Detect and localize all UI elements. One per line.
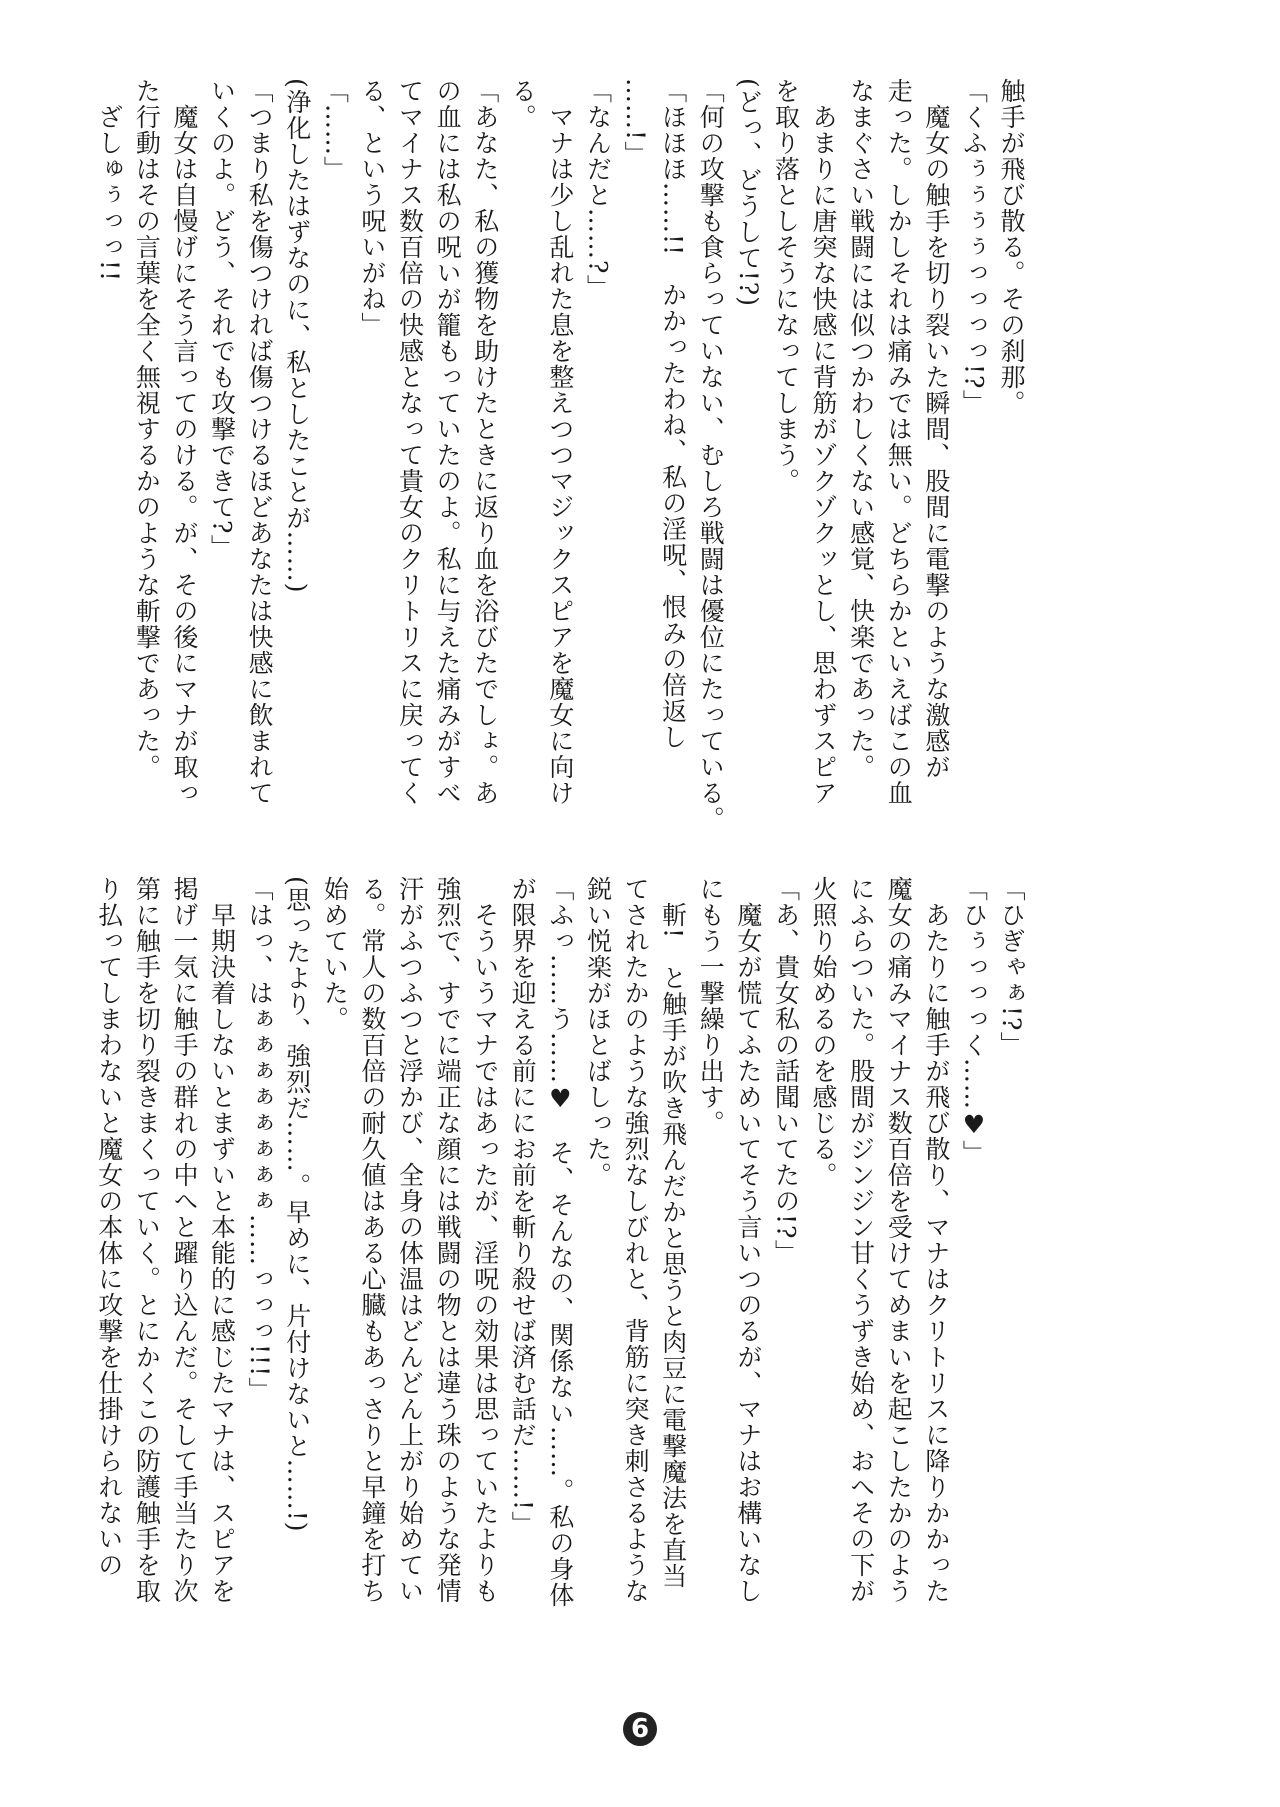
text-column: 「はっ、はぁぁぁぁぁぁぁぁ……っっっ!!!」 bbox=[245, 876, 275, 1404]
text-column: てマイナス数百倍の快感となって貴女のクリトリスに戻ってく bbox=[395, 78, 425, 806]
text-column: 「あ、貴女私の話聞いてたの!?」 bbox=[771, 876, 801, 1266]
text-column: り払ってしまわないと魔女の本体に攻撃を仕掛けられないの bbox=[94, 876, 124, 1578]
text-column: いくのよ。どう、それでも攻撃できて?」 bbox=[207, 78, 237, 561]
text-column: 「……」 bbox=[320, 78, 350, 182]
text-column: 魔女の触手を切り裂いた瞬間、股間に電撃のような激感が bbox=[921, 78, 951, 780]
text-column: にふらついた。股間がジンジン甘くうずき始め、おへその下が bbox=[846, 876, 876, 1604]
text-column: 「つまり私を傷つければ傷つけるほどあなたは快感に飲まれて bbox=[245, 78, 275, 806]
lower-text-block bbox=[90, 876, 1030, 1656]
text-column: 魔女は自慢げにそう言ってのける。が、その後にマナが取っ bbox=[169, 78, 199, 806]
text-column: (どっ、どうして!?) bbox=[733, 78, 763, 307]
text-column: 鋭い悦楽がほとばしった。 bbox=[583, 876, 613, 1188]
text-column: (思ったより、強烈だ……。早めに、片付けないと……!) bbox=[282, 876, 312, 1533]
text-column: 早期決着しないとまずいと本能的に感じたマナは、スピアを bbox=[207, 876, 237, 1604]
text-column: 始めていた。 bbox=[320, 876, 350, 1032]
text-column: 「くふぅぅぅぅっっっっ!?」 bbox=[959, 78, 989, 416]
text-column: 「ひぎゃぁ!?」 bbox=[997, 876, 1026, 1058]
text-column: る、という呪いがね」 bbox=[357, 78, 387, 338]
text-column: あたりに触手が飛び散り、マナはクリトリスに降りかかった bbox=[921, 876, 951, 1604]
text-column: る。常人の数百倍の耐久値はある心臓もあっさりと早鐘を打ち bbox=[357, 876, 387, 1604]
text-column: 火照り始めるのを感じる。 bbox=[809, 876, 839, 1188]
text-column: 走った。しかしそれは痛みでは無い。どちらかといえばこの血 bbox=[884, 78, 914, 806]
text-column: 魔女の痛みマイナス数百倍を受けてめまいを起こしたかのよう bbox=[884, 876, 914, 1604]
text-column: 第に触手を切り裂きまくっていく。とにかくこの防護触手を取 bbox=[132, 876, 162, 1604]
text-column: を取り落としそうになってしまう。 bbox=[771, 78, 801, 494]
text-column: てされたかのような強烈なしびれと、背筋に突き刺さるような bbox=[621, 876, 651, 1604]
text-column: る。 bbox=[508, 78, 538, 130]
upper-text-block bbox=[90, 78, 1030, 848]
text-column: 「ふっ……う……♥ そ、そんなの、関係ない……。私の身体 bbox=[545, 876, 575, 1608]
text-column: ……!」 bbox=[621, 78, 651, 168]
text-column: そういうマナではあったが、淫呪の効果は思っていたよりも bbox=[470, 876, 500, 1604]
text-column: の血には私の呪いが籠もっていたのよ。私に与えた痛みがすべ bbox=[433, 78, 463, 806]
text-column: が限界を迎える前ににお前を斬り殺せば済む話だ……!」 bbox=[508, 876, 538, 1538]
text-column: 「ほほほ……!! かかったわね、私の淫呪、恨みの倍返し bbox=[658, 78, 688, 751]
text-column: 強烈で、すでに端正な顔には戦闘の物とは違う珠のような発情 bbox=[433, 876, 463, 1604]
text-column: 「あなた、私の獲物を助けたときに返り血を浴びたでしょ。あ bbox=[470, 78, 500, 806]
text-column: 「なんだと……?」 bbox=[583, 78, 613, 301]
text-column: た行動はその言葉を全く無視するかのような斬撃であった。 bbox=[132, 78, 162, 780]
text-column: (浄化したはずなのに、私としたことが……) bbox=[282, 78, 312, 594]
text-column: 汗がふつふつと浮かび、全身の体温はどんどん上がり始めてい bbox=[395, 876, 425, 1604]
page-number: 6 bbox=[623, 1712, 657, 1746]
text-column: あまりに唐突な快感に背筋がゾクゾクッとし、思わずスピア bbox=[809, 78, 839, 806]
text-column: 魔女が慌てふためいてそう言いつのるが、マナはお構いなし bbox=[733, 876, 763, 1604]
text-column: ざしゅぅっっ!! bbox=[94, 78, 124, 283]
text-column: 斬! と触手が吹き飛んだかと思うと肉豆に電撃魔法を直当 bbox=[658, 876, 688, 1590]
text-column: 掲げ一気に触手の群れの中へと躍り込んだ。そして手当たり次 bbox=[169, 876, 199, 1604]
text-column: 「ひぅっっっく……♥」 bbox=[959, 876, 989, 1166]
text-column: なまぐさい戦闘には似つかわしくない感覚、快楽であった。 bbox=[846, 78, 876, 780]
text-column: マナは少し乱れた息を整えつつマジックスピアを魔女に向け bbox=[545, 78, 575, 806]
text-column: にもう一撃繰り出す。 bbox=[696, 876, 726, 1136]
text-column: 「何の攻撃も食らっていない、むしろ戦闘は優位にたっている。 bbox=[696, 78, 726, 832]
text-column: 触手が飛び散る。その刹那。 bbox=[997, 78, 1026, 416]
